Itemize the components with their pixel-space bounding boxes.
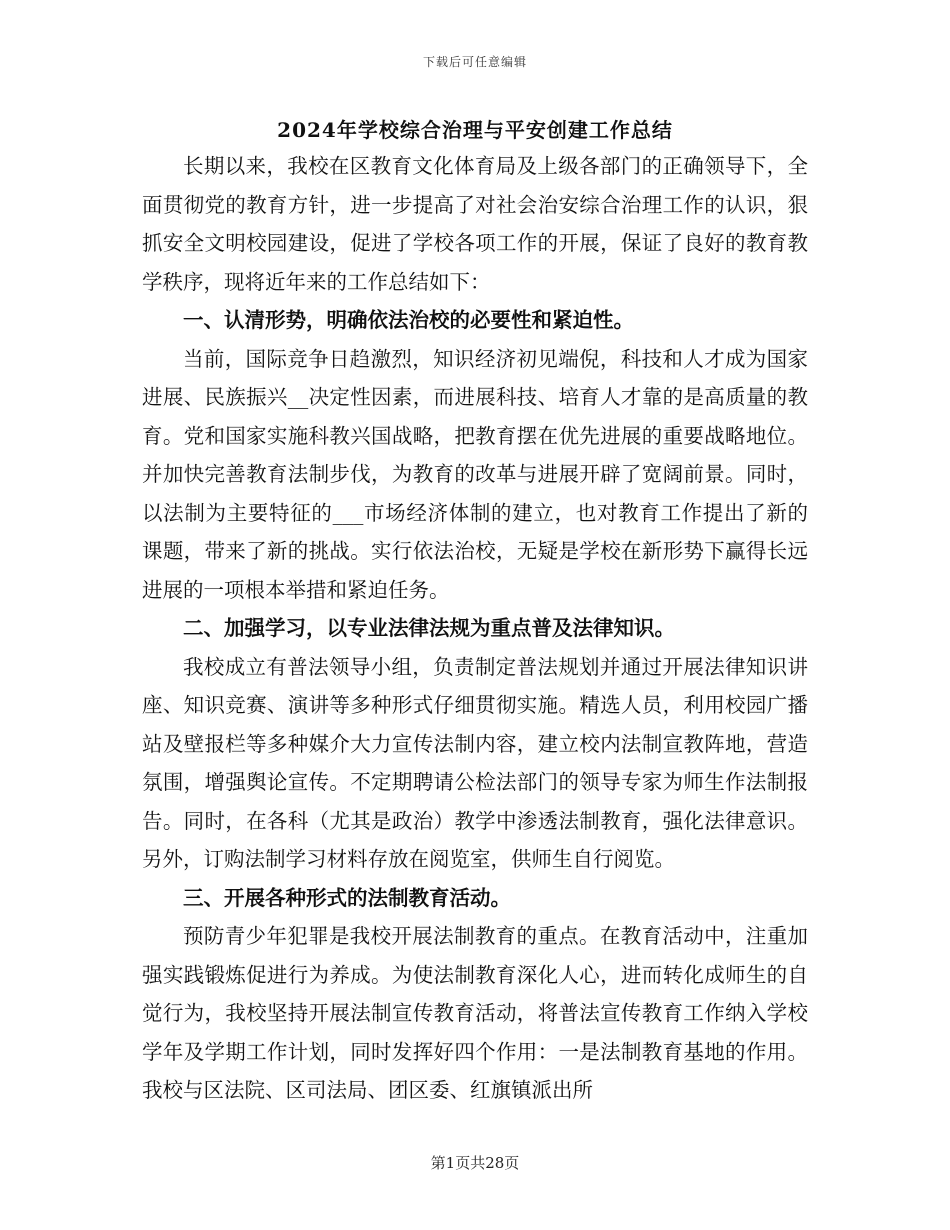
document-title: 2024年学校综合治理与平安创建工作总结 <box>277 118 673 142</box>
section-heading-3: 三、开展各种形式的法制教育活动。 <box>183 885 511 910</box>
page-number-footer: 第1页共28页 <box>430 1154 520 1172</box>
section-heading-2: 二、加强学习，以专业法律法规为重点普及法律知识。 <box>183 616 675 640</box>
document-body <box>142 147 808 1110</box>
section-paragraph-3: 预防青少年犯罪是我校开展法制教育的重点。在教育活动中，注重加强实践锻炼促进行为养成。为使法制教育深化人心，进而转化成师生的自觉行为，我校坚持开展法制宣传教育活动，将普法宣传教育工作纳入学校学年及学期工作计划，同时发挥好四个作用：一是法制教育基地的作用。我校与区法院、区司法局、团区委、红旗镇派出所 <box>142 924 808 1102</box>
section-paragraph-2: 我校成立有普法领导小组，负责制定普法规划并通过开展法律知识讲座、知识竞赛、演讲等多种形式仔细贯彻实施。精选人员，利用校园广播站及壁报栏等多种媒介大力宣传法制内容，建立校内法制宣教阵地，营造氛围，增强舆论宣传。不定期聘请公检法部门的领导专家为师生作法制报告。同时，在各科（尤其是政治）教学中渗透法制教育，强化法律意识。另外，订购法制学习材料存放在阅览室，供师生自行阅览。 <box>142 654 808 871</box>
section-paragraph-1: 当前，国际竞争日趋激烈，知识经济初见端倪，科技和人才成为国家进展、民族振兴__决定性因素，而进展科技、培育人才靠的是高质量的教育。党和国家实施科教兴国战略，把教育摆在优先进展的重要战略地位。并加快完善教育法制步伐，为教育的改革与进展开辟了宽阔前景。同时，以法制为主要特征的___市场经济体制的建立，也对教育工作提出了新的课题，带来了新的挑战。实行依法治校，无疑是学校在新形势下赢得长远进展的一项根本举措和紧迫任务。 <box>142 346 808 602</box>
section-heading-1: 一、认清形势，明确依法治校的必要性和紧迫性。 <box>183 308 634 332</box>
intro-paragraph: 长期以来，我校在区教育文化体育局及上级各部门的正确领导下，全面贯彻党的教育方针，进一步提高了对社会治安综合治理工作的认识，狠抓安全文明校园建设，促进了学校各项工作的开展，保证了良好的教育教学秩序，现将近年来的工作总结如下： <box>142 154 808 294</box>
header-note: 下载后可任意编辑 <box>422 55 527 69</box>
